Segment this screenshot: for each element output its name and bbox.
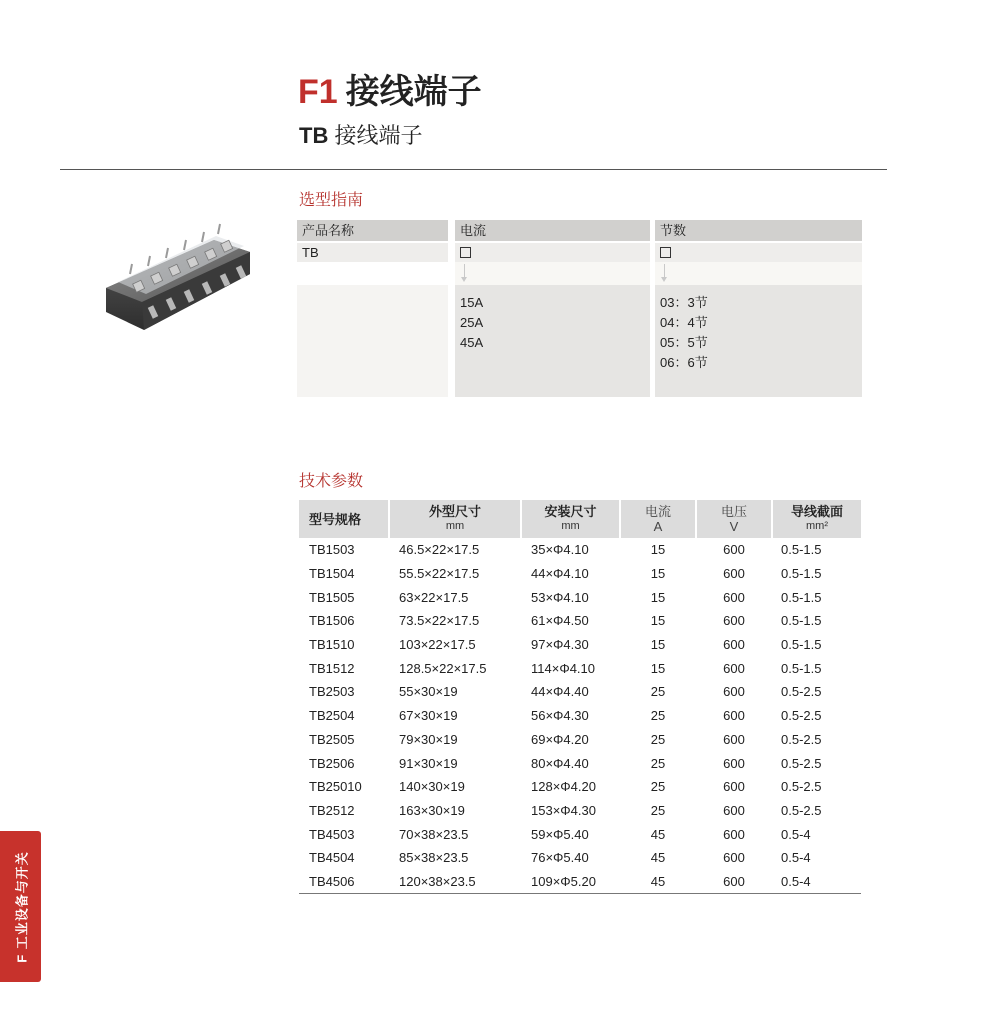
cell-model: TB25010 [309,779,362,795]
cell-mounting: 69×Φ4.20 [531,731,589,747]
cell-dimensions: 91×30×19 [399,755,458,771]
cell-mounting: 76×Φ5.40 [531,850,589,866]
table-row [299,633,861,657]
cell-wire-section: 0.5-2.5 [781,708,822,724]
cell-current: 15 [650,566,666,582]
cell-mounting: 44×Φ4.10 [531,566,589,582]
guide-option: 03：3节 [660,295,708,310]
table-row [299,585,861,609]
cell-mounting: 128×Φ4.20 [531,779,596,795]
guide-value [655,243,862,262]
cell-current: 25 [650,802,666,818]
cell-model: TB4503 [309,826,355,842]
guide-connector [655,262,862,285]
cell-wire-section: 0.5-2.5 [781,684,822,700]
cell-wire-section: 0.5-4 [781,873,811,889]
cell-model: TB2503 [309,684,355,700]
cell-voltage: 600 [723,660,745,676]
cell-current: 25 [650,755,666,771]
section-code: F1 [298,73,338,111]
cell-current: 25 [650,708,666,724]
guide-column-sections [655,220,862,397]
cell-dimensions: 70×38×23.5 [399,826,469,842]
guide-connector [455,262,650,285]
terminal-block-image [104,212,252,336]
cell-wire-section: 0.5-1.5 [781,660,822,676]
guide-column-current [455,220,650,397]
guide-column-product [297,220,448,397]
col-header-model: 型号规格 [309,511,362,527]
cell-mounting: 153×Φ4.30 [531,802,596,818]
cell-mounting: 97×Φ4.30 [531,637,589,653]
cell-wire-section: 0.5-4 [781,850,811,866]
cell-current: 15 [650,589,666,605]
cell-voltage: 600 [723,873,745,889]
col-header-wire-section: 导线截面 mm² [772,500,861,538]
cell-current: 25 [650,684,666,700]
table-row [299,562,861,586]
cell-wire-section: 0.5-1.5 [781,637,822,653]
down-arrow-icon [464,264,465,280]
cell-voltage: 600 [723,850,745,866]
cell-wire-section: 0.5-1.5 [781,542,822,558]
cell-mounting: 80×Φ4.40 [531,755,589,771]
table-row [299,656,861,680]
guide-header: 节数 [655,220,862,241]
guide-option: 25A [460,315,484,330]
cell-voltage: 600 [723,779,745,795]
guide-title: 选型指南 [299,192,364,209]
cell-mounting: 59×Φ5.40 [531,826,589,842]
guide-header: 电流 [455,220,650,241]
specs-table-body [299,538,861,893]
table-row [299,846,861,870]
cell-model: TB1510 [309,637,355,653]
cell-wire-section: 0.5-1.5 [781,566,822,582]
cell-dimensions: 67×30×19 [399,708,458,724]
header-divider [60,169,887,170]
guide-option: 05：5节 [660,335,708,350]
specs-title: 技术参数 [299,473,364,490]
table-row [299,728,861,752]
cell-model: TB2505 [309,731,355,747]
cell-dimensions: 140×30×19 [399,779,465,795]
chapter-side-tab [0,831,41,982]
guide-options [455,285,650,397]
cell-dimensions: 163×30×19 [399,802,465,818]
cell-current: 45 [650,873,666,889]
cell-mounting: 53×Φ4.10 [531,589,589,605]
cell-voltage: 600 [723,802,745,818]
cell-mounting: 44×Φ4.40 [531,684,589,700]
cell-mounting: 35×Φ4.10 [531,542,589,558]
cell-dimensions: 120×38×23.5 [399,873,476,889]
table-row [299,680,861,704]
subtitle-text: 接线端子 [334,123,423,148]
placeholder-box [460,247,471,258]
cell-voltage: 600 [723,731,745,747]
cell-voltage: 600 [723,589,745,605]
cell-dimensions: 46.5×22×17.5 [399,542,480,558]
cell-model: TB4504 [309,850,355,866]
table-row [299,799,861,823]
guide-options [655,285,862,397]
guide-option: 15A [460,295,484,310]
cell-dimensions: 55×30×19 [399,684,458,700]
cell-wire-section: 0.5-2.5 [781,802,822,818]
cell-wire-section: 0.5-1.5 [781,613,822,629]
page-subtitle [299,122,422,150]
cell-dimensions: 79×30×19 [399,731,458,747]
cell-voltage: 600 [723,755,745,771]
cell-voltage: 600 [723,566,745,582]
guide-option: 04：4节 [660,315,708,330]
subtitle-code: TB [299,123,329,148]
guide-spacer [297,262,448,285]
side-tab-label: F 工业设备与开关 [14,850,29,963]
cell-current: 45 [650,850,666,866]
cell-current: 15 [650,613,666,629]
cell-wire-section: 0.5-2.5 [781,731,822,747]
guide-value: TB [297,243,448,262]
table-row [299,704,861,728]
cell-dimensions: 73.5×22×17.5 [399,613,480,629]
cell-dimensions: 103×22×17.5 [399,637,476,653]
guide-options [297,285,448,397]
cell-voltage: 600 [723,542,745,558]
specs-table [299,500,861,894]
cell-wire-section: 0.5-2.5 [781,779,822,795]
cell-model: TB4506 [309,873,355,889]
table-row [299,609,861,633]
cell-voltage: 600 [723,708,745,724]
cell-dimensions: 85×38×23.5 [399,850,469,866]
guide-value [455,243,650,262]
table-row [299,775,861,799]
cell-mounting: 109×Φ5.20 [531,873,596,889]
col-header-voltage: 电压 V [696,500,772,538]
cell-voltage: 600 [723,684,745,700]
cell-current: 15 [650,660,666,676]
guide-option: 06：6节 [660,355,708,370]
title-text: 接线端子 [345,73,482,111]
page-title [298,72,482,112]
cell-wire-section: 0.5-1.5 [781,589,822,605]
cell-current: 25 [650,779,666,795]
cell-dimensions: 55.5×22×17.5 [399,566,480,582]
table-header-row [299,500,861,538]
cell-model: TB1505 [309,589,355,605]
placeholder-box [660,247,671,258]
cell-voltage: 600 [723,637,745,653]
col-header-dimensions: 外型尺寸 mm [389,500,521,538]
table-row [299,870,861,894]
col-header-current: 电流 A [620,500,696,538]
cell-current: 15 [650,637,666,653]
down-arrow-icon [664,264,665,280]
guide-header: 产品名称 [297,220,448,241]
cell-dimensions: 63×22×17.5 [399,589,469,605]
table-row [299,538,861,562]
table-row [299,751,861,775]
cell-model: TB1504 [309,566,355,582]
cell-voltage: 600 [723,826,745,842]
cell-dimensions: 128.5×22×17.5 [399,660,487,676]
cell-wire-section: 0.5-4 [781,826,811,842]
cell-model: TB1506 [309,613,355,629]
cell-current: 15 [650,542,666,558]
cell-wire-section: 0.5-2.5 [781,755,822,771]
cell-model: TB2506 [309,755,355,771]
table-row [299,822,861,846]
cell-model: TB1503 [309,542,355,558]
cell-current: 45 [650,826,666,842]
cell-model: TB2512 [309,802,355,818]
guide-option: 45A [460,335,484,350]
cell-mounting: 114×Φ4.10 [531,660,595,676]
cell-voltage: 600 [723,613,745,629]
cell-mounting: 61×Φ4.50 [531,613,589,629]
cell-model: TB2504 [309,708,355,724]
col-header-mounting: 安装尺寸 mm [521,500,620,538]
cell-model: TB1512 [309,660,355,676]
cell-current: 25 [650,731,666,747]
cell-mounting: 56×Φ4.30 [531,708,589,724]
